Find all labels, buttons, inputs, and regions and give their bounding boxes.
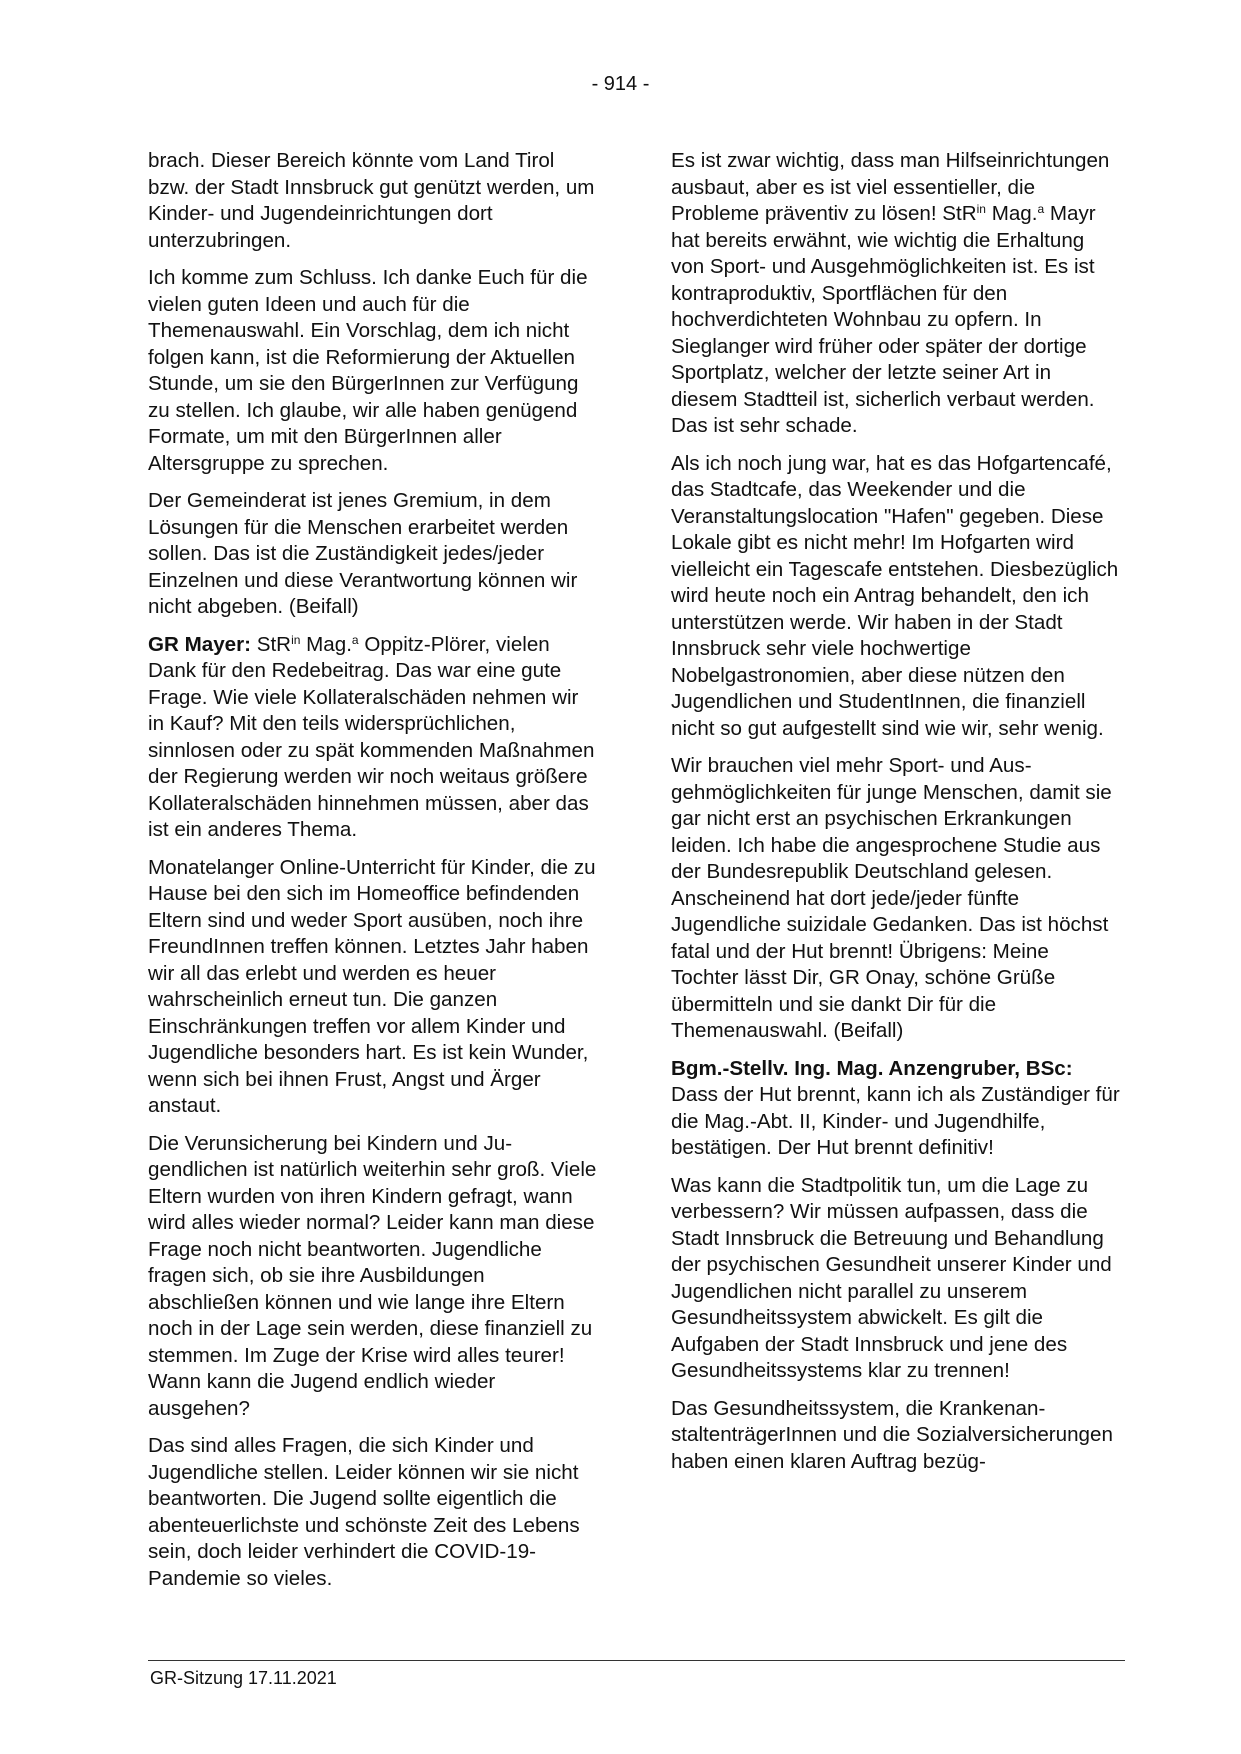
right-column	[671, 148, 1121, 1486]
page-number: - 914 -	[591, 73, 650, 95]
speaker-name: GR Mayer:	[148, 632, 251, 656]
paragraph: Das Gesundheitssystem, die KrankenanstaltenträgerInnen und die Sozialversicherungen haben einen klaren Auftrag bezüg-	[671, 1396, 1113, 1473]
paragraph: brach. Dieser Bereich könnte vom Land Tirol bzw. der Stadt Innsbruck gut genützt werden, um Kinder- und Jugendeinrichtungen dort unterzubringen.	[148, 149, 595, 252]
text-run: Dass der Hut brennt, kann ich als Zuständiger für die Mag.-Abt. II, Kinder- und Jugendhilfe, bestätigen. Der Hut brennt definitiv!	[671, 1083, 1120, 1159]
text-run: Oppitz-Plörer, vielen Dank für den Redebeitrag. Das war eine gute Frage. Wie viele Kollateralschäden nehmen wir in Kauf? Mit den teils widersprüchlichen, sinnlosen oder zu spät kommenden Maßnahmen der Regierung werden wir noch weitaus größere Kollateralschäden hinnehmen müssen, aber das ist ein anderes Thema.	[148, 632, 595, 841]
text-run: StR	[251, 632, 292, 656]
superscript: in	[976, 202, 986, 216]
left-column	[148, 148, 598, 1603]
superscript: a	[1037, 202, 1045, 216]
paragraph: Monatelanger Online-Unterricht für Kinder, die zu Hause bei den sich im Homeoffice befindenden Eltern sind und weder Sport ausüben, noch ihre FreundInnen treffen können. Letztes Jahr haben wir all das erlebt und werden es heuer wahrscheinlich erneut tun. Die ganzen Einschränkungen treffen vor allem Kinder und Jugendliche besonders hart. Es ist kein Wunder, wenn sich bei ihnen Frust, Angst und Ärger anstaut.	[148, 855, 596, 1117]
text-run: Mag.	[985, 202, 1038, 225]
paragraph: Die Verunsicherung bei Kindern und Jugendlichen ist natürlich weiterhin sehr groß. Viele Eltern wurden von ihren Kindern gefragt, wann wird alles wieder normal? Leider kann man diese Frage noch nicht beantworten. Jugendliche fragen sich, ob sie ihre Ausbildungen abschließen können und wie lange ihre Eltern noch in der Lage sein werden, diese finanziell zu stemmen. Im Zuge der Krise wird alles teurer! Wann kann die Jugend endlich wieder ausgehen?	[148, 1131, 597, 1420]
text-run: Es ist zwar wichtig, dass man Hilfseinrichtungen ausbaut, aber es ist viel essentieller, die Probleme präventiv zu lösen! StR	[671, 149, 1110, 225]
footer-rule	[148, 1660, 1125, 1661]
paragraph: Als ich noch jung war, hat es das Hofgartencafé, das Stadtcafe, das Weekender und die Veranstaltungslocation "Hafen" gegeben. Diese Lokale gibt es nicht mehr! Im Hofgarten wird vielleicht ein Tagescafe entstehen. Diesbezüglich wird heute noch ein Antrag behandelt, den ich unterstützen werde. Wir haben in der Stadt Innsbruck sehr viele hochwertige Nobelgastronomien, aber diese nützen den Jugendlichen und StudentInnen, die finanziell nicht so gut aufgestellt sind wie wir, sehr wenig.	[671, 451, 1119, 740]
footer-text: GR-Sitzung 17.11.2021	[150, 1668, 337, 1688]
speaker-name: Bgm.-Stellv. Ing. Mag. Anzengruber, BSc:	[671, 1056, 1073, 1080]
superscript: a	[351, 632, 359, 647]
paragraph: Das sind alles Fragen, die sich Kinder und Jugendliche stellen. Leider können wir sie nicht beantworten. Die Jugend sollte eigentlich die abenteuerlichste und schönste Zeit des Lebens sein, doch leider verhindert die COVID-19-Pandemie so vieles.	[148, 1434, 580, 1590]
paragraph: Wir brauchen viel mehr Sport- und Ausgehmöglichkeiten für junge Menschen, damit sie gar nicht erst an psychischen Erkrankungen leiden. Ich habe die angesprochene Studie aus der Bundesrepublik Deutschland gelesen. Anscheinend hat dort jede/jeder fünfte Jugendliche suizidale Gedanken. Das ist höchst fatal und der Hut brennt! Übrigens: Meine Tochter lässt Dir, GR Onay, schöne Grüße übermitteln und sie dankt Dir für die Themenauswahl. (Beifall)	[671, 754, 1112, 1042]
superscript: in	[291, 632, 301, 647]
paragraph: Was kann die Stadtpolitik tun, um die Lage zu verbessern? Wir müssen aufpassen, dass die Stadt Innsbruck die Betreuung und Behandlung der psychischen Gesundheit unserer Kinder und Jugendlichen nicht parallel zu unserem Gesundheitssystem abwickelt. Es gilt die Aufgaben der Stadt Innsbruck und jene des Gesundheitssystems klar zu trennen!	[671, 1173, 1112, 1382]
paragraph: Der Gemeinderat ist jenes Gremium, in dem Lösungen für die Menschen erarbeitet werden sollen. Das ist die Zuständigkeit jedes/jeder Einzelnen und diese Verantwortung können wir nicht abgeben. (Beifall)	[148, 489, 578, 618]
text-run: Mag.	[300, 632, 352, 656]
paragraph	[148, 632, 598, 844]
paragraph	[671, 1056, 1121, 1162]
text-run: Mayr hat bereits erwähnt, wie wichtig die Erhaltung von Sport- und Ausgehmöglichkeiten ist. Es ist kontraproduktiv, Sportflächen für den hochverdichteten Wohnbau zu opfern. In Sieglanger wird früher oder später der dortige Sportplatz, welcher der letzte seiner Art in diesem Stadtteil ist, sicherlich verbaut werden. Das ist sehr schade.	[671, 202, 1096, 437]
paragraph	[671, 148, 1121, 440]
paragraph: Ich komme zum Schluss. Ich danke Euch für die vielen guten Ideen und auch für die Themenauswahl. Ein Vorschlag, dem ich nicht folgen kann, ist die Reformierung der Aktuellen Stunde, um sie den BürgerInnen zur Verfügung zu stellen. Ich glaube, wir alle haben genügend Formate, um mit den BürgerInnen aller Altersgruppe zu sprechen.	[148, 266, 588, 475]
